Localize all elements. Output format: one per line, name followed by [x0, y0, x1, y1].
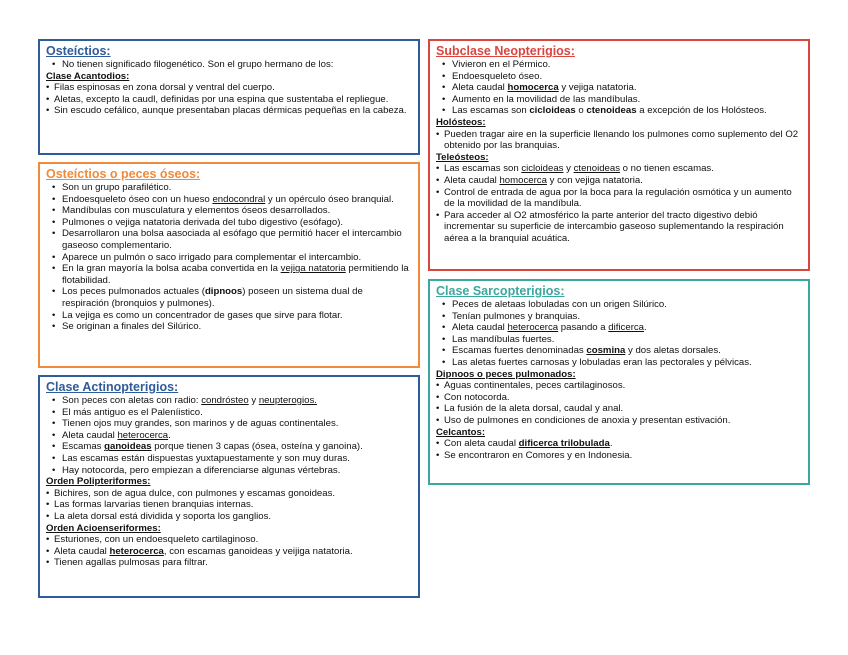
list-item: • Endoesqueleto óseo.	[436, 71, 802, 83]
list-item: • Uso de pulmones en condiciones de anoxia y presentan estivación.	[436, 415, 802, 427]
list-item: • Escamas ganoideas porque tienen 3 capas (ósea, osteína y ganoina).	[46, 441, 412, 453]
section-heading: Orden Polipteriformes:	[46, 476, 151, 488]
list-item: • La aleta dorsal está dividida y soporta los ganglios.	[46, 511, 412, 523]
section-heading: Holósteos:	[436, 116, 486, 128]
list-item: • Mandíbulas con musculatura y elementos óseos desarrollados.	[46, 205, 412, 217]
list-item: • Son peces con aletas con radio: condrósteo y neupterogios.	[46, 395, 412, 407]
bullet-list	[46, 488, 412, 523]
card-title: Subclase Neopterigios:	[436, 44, 575, 58]
section-heading: Orden Acioenseriformes:	[46, 522, 161, 534]
list-item: • En la gran mayoría la bolsa acaba convertida en la vejiga natatoria permitiendo la flotabilidad.	[46, 263, 412, 286]
list-item: • Las aletas fuertes carnosas y lobuladas eran las pectorales y pélvicas.	[436, 357, 802, 369]
section-heading: Dipnoos o peces pulmonados:	[436, 368, 576, 380]
list-item: • Endoesqueleto óseo con un hueso endocondral y un opérculo óseo branquial.	[46, 194, 412, 206]
list-item: • Pulmones o vejiga natatoria derivada del tubo digestivo (esófago).	[46, 217, 412, 229]
list-item: • Pueden tragar aire en la superficie llenando los pulmones como suplemento del O2 obtenido por las branquias.	[436, 129, 802, 152]
list-item: • Se encontraron en Comores y en Indonesia.	[436, 450, 802, 462]
list-item: • Vivieron en el Pérmico.	[436, 59, 802, 71]
section-heading: Teleósteos:	[436, 151, 489, 163]
list-item: • Desarrollaron una bolsa aasociada al esófago que permitió hacer el intercambio gaseoso complementario.	[46, 228, 412, 251]
list-item: • Las escamas son cicloideas o ctenoideas a excepción de los Holósteos.	[436, 105, 802, 117]
bullet-list	[436, 129, 802, 152]
list-item: • Bichires, son de agua dulce, con pulmones y escamas gonoideas.	[46, 488, 412, 500]
bullet-list	[46, 534, 412, 569]
list-item: • El más antiguo es el Paleníistico.	[46, 407, 412, 419]
list-item: • Peces de aletaas lobuladas con un origen Silúrico.	[436, 299, 802, 311]
list-item: • Esturiones, con un endoesqueleto cartilaginoso.	[46, 534, 412, 546]
list-item: • Aparece un pulmón o saco irrigado para complementar el intercambio.	[46, 252, 412, 264]
bullet-list	[436, 438, 802, 461]
card-clase-actinopterigios	[38, 375, 420, 598]
list-item: • Aguas continentales, peces cartilaginosos.	[436, 380, 802, 392]
list-item: • Se originan a finales del Silúrico.	[46, 321, 412, 333]
card-title: Clase Actinopterigios:	[46, 380, 179, 394]
section-heading: Celcantos:	[436, 426, 486, 438]
bullet-list	[46, 82, 412, 117]
list-item: • Las formas larvarias tienen branquias internas.	[46, 499, 412, 511]
list-item: • Para acceder al O2 atmosférico la parte anterior del tracto digestivo debió incrementar su superficie de intercambio gaseoso suplementando la respiración aérea a la branquial acuática.	[436, 210, 802, 245]
list-item: • Las mandíbulas fuertes.	[436, 334, 802, 346]
list-item: • Filas espinosas en zona dorsal y ventral del cuerpo.	[46, 82, 412, 94]
list-item: • Las escamas están dispuestas yuxtapuestamente y son muy duras.	[46, 453, 412, 465]
list-item: • No tienen significado filogenético. Son el grupo hermano de los:	[46, 59, 412, 71]
list-item: • Escamas fuertes denominadas cosmina y dos aletas dorsales.	[436, 345, 802, 357]
card-osteictios	[38, 39, 420, 155]
list-item: • Con notocorda.	[436, 392, 802, 404]
bullet-list	[46, 182, 412, 333]
card-clase-sarcopterigios	[428, 279, 810, 485]
card-title: Osteíctios:	[46, 44, 111, 58]
bullet-list	[46, 395, 412, 476]
list-item: • Tienen ojos muy grandes, son marinos y de aguas continentales.	[46, 418, 412, 430]
list-item: • Las escamas son cicloideas y ctenoideas o no tienen escamas.	[436, 163, 802, 175]
card-osteictios-peces-oseos	[38, 162, 420, 368]
bullet-list	[436, 163, 802, 244]
bullet-list	[46, 59, 412, 71]
list-item: • Son un grupo parafilético.	[46, 182, 412, 194]
list-item: • Sin escudo cefálico, aunque presentaban placas dérmicas pequeñas en la cabeza.	[46, 105, 412, 117]
card-title: Osteíctios o peces óseos:	[46, 167, 201, 181]
bullet-list	[436, 59, 802, 117]
bullet-list	[436, 299, 802, 369]
list-item: • Aleta caudal heterocerca pasando a dificerca.	[436, 322, 802, 334]
list-item: • Aleta caudal homocerca y vejiga natatoria.	[436, 82, 802, 94]
list-item: • La fusión de la aleta dorsal, caudal y anal.	[436, 403, 802, 415]
list-item: • Hay notocorda, pero empiezan a diferenciarse algunas vértebras.	[46, 465, 412, 477]
list-item: • Aleta caudal heterocerca.	[46, 430, 412, 442]
list-item: • Los peces pulmonados actuales (dipnoos) poseen un sistema dual de respiración (bronquios y pulmones).	[46, 286, 412, 309]
list-item: • Aletas, excepto la caudl, definidas por una espina que sustentaba el repliegue.	[46, 94, 412, 106]
card-title: Clase Sarcopterigios:	[436, 284, 565, 298]
list-item: • Con aleta caudal dificerca trilobulada.	[436, 438, 802, 450]
section-heading: Clase Acantodios:	[46, 70, 130, 82]
list-item: • Tenían pulmones y branquias.	[436, 311, 802, 323]
list-item: • La vejiga es como un concentrador de gases que sirve para flotar.	[46, 310, 412, 322]
list-item: • Aleta caudal homocerca y con vejiga natatoria.	[436, 175, 802, 187]
list-item: • Tienen agallas pulmosas para filtrar.	[46, 557, 412, 569]
card-subclase-neopterigios	[428, 39, 810, 271]
list-item: • Aumento en la movilidad de las mandíbulas.	[436, 94, 802, 106]
list-item: • Aleta caudal heterocerca, con escamas ganoideas y veijiga natatoria.	[46, 546, 412, 558]
bullet-list	[436, 380, 802, 426]
list-item: • Control de entrada de agua por la boca para la regulación osmótica y un aumento de la movilidad de la mandíbula.	[436, 187, 802, 210]
